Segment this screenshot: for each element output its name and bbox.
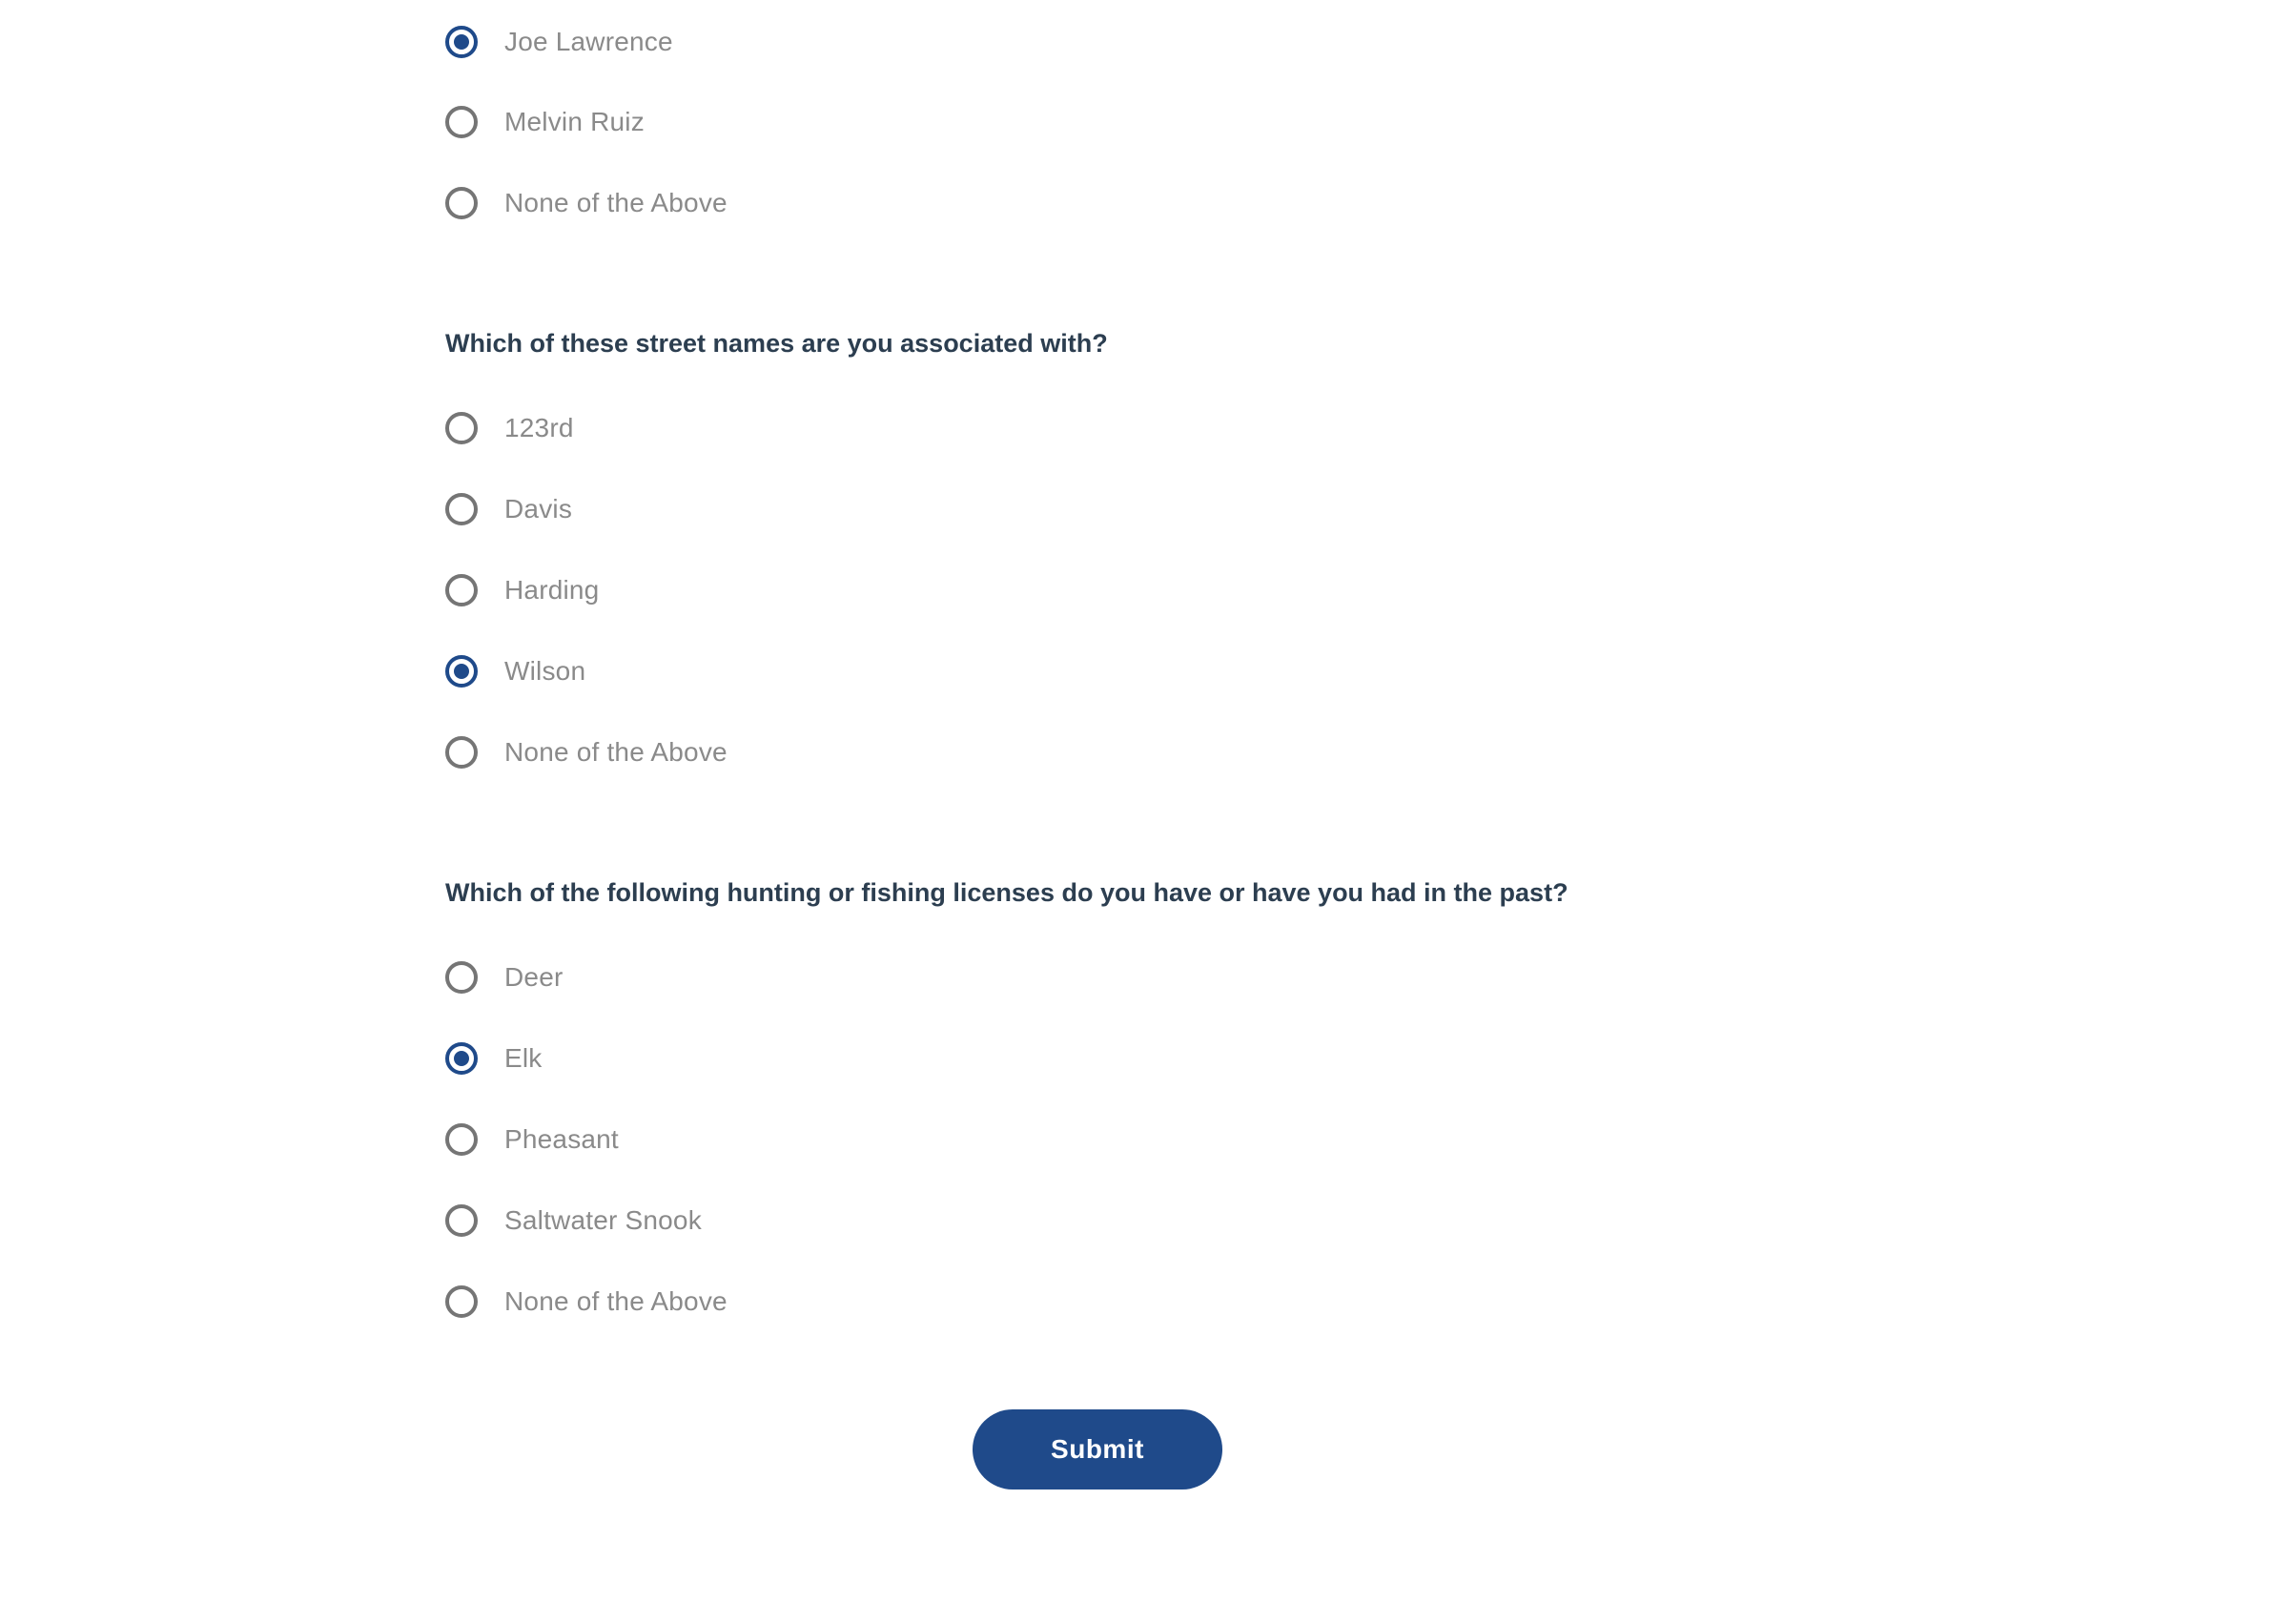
q3-option-none-of-the-above[interactable] — [445, 1273, 728, 1330]
option-label: Melvin Ruiz — [504, 107, 645, 136]
q2-option-harding[interactable] — [445, 562, 599, 619]
option-label: Wilson — [504, 656, 586, 686]
question-street-names: Which of these street names are you associated with? — [445, 329, 1108, 358]
q3-option-saltwater-snook[interactable] — [445, 1192, 702, 1249]
option-label: Harding — [504, 575, 600, 605]
option-label: Saltwater Snook — [504, 1205, 702, 1235]
radio-button[interactable] — [445, 1042, 478, 1075]
q2-option-123rd[interactable] — [445, 400, 574, 457]
radio-button[interactable] — [445, 1285, 478, 1318]
option-label: Davis — [504, 494, 573, 524]
radio-button[interactable] — [445, 493, 478, 525]
q1-option-none-of-the-above[interactable] — [445, 175, 728, 232]
radio-button[interactable] — [445, 26, 478, 58]
radio-button[interactable] — [445, 736, 478, 769]
radio-button[interactable] — [445, 574, 478, 606]
q2-option-davis[interactable] — [445, 481, 572, 538]
option-label: Deer — [504, 962, 564, 992]
q2-option-none-of-the-above[interactable] — [445, 724, 728, 781]
radio-button[interactable] — [445, 412, 478, 444]
q3-option-deer[interactable] — [445, 949, 564, 1006]
option-label: 123rd — [504, 413, 574, 442]
option-label: Elk — [504, 1043, 543, 1073]
q3-option-pheasant[interactable] — [445, 1111, 619, 1168]
option-label: Pheasant — [504, 1124, 619, 1154]
radio-button[interactable] — [445, 1123, 478, 1156]
q2-option-wilson[interactable] — [445, 643, 585, 700]
q1-option-joe-lawrence[interactable] — [445, 13, 673, 71]
radio-button[interactable] — [445, 961, 478, 994]
q1-option-melvin-ruiz[interactable] — [445, 93, 645, 151]
radio-button[interactable] — [445, 655, 478, 688]
radio-button[interactable] — [445, 106, 478, 138]
option-label: None of the Above — [504, 188, 728, 217]
question-hunting-fishing-licenses: Which of the following hunting or fishing licenses do you have or have you had in the past? — [445, 878, 1568, 907]
radio-button[interactable] — [445, 1204, 478, 1237]
option-label: Joe Lawrence — [504, 27, 673, 56]
option-label: None of the Above — [504, 1286, 728, 1316]
q3-option-elk[interactable] — [445, 1030, 543, 1087]
option-label: None of the Above — [504, 737, 728, 767]
submit-button[interactable]: Submit — [973, 1409, 1222, 1489]
radio-button[interactable] — [445, 187, 478, 219]
